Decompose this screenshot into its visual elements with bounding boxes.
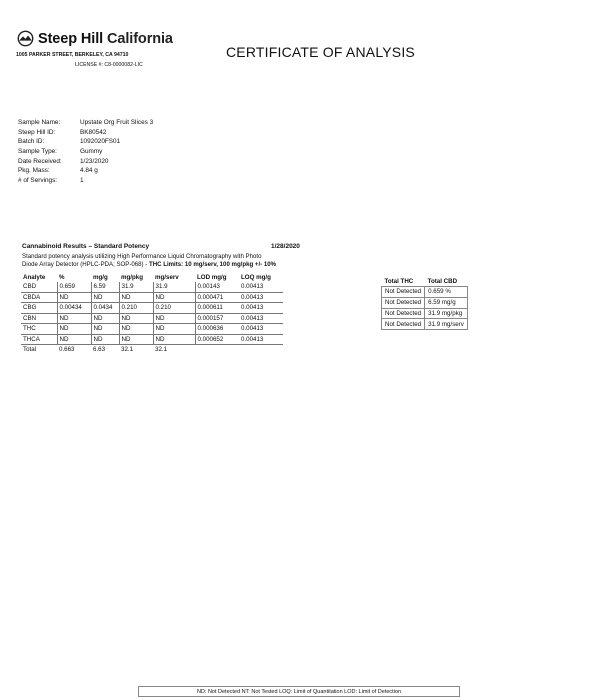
table-cell: ND [153,334,195,345]
table-cell: CBN [21,313,57,324]
table-cell: ND [153,313,195,324]
sample-info-row [18,118,153,128]
total-cell: 32.1 [121,346,134,354]
sample-info-row [18,128,153,138]
table-cell: CBG [21,303,57,314]
results-description [22,253,362,269]
column-header: mg/serv [155,274,179,281]
totals-row [382,319,468,330]
column-header: mg/g [93,274,108,281]
total-cell: Total [23,346,37,354]
results-title: Cannabinoid Results – Standard Potency [22,243,150,250]
table-cell: 0.210 [119,303,153,314]
table-row [21,303,283,314]
totals-table [381,277,468,330]
sample-info-row [18,147,153,157]
abbreviation-legend: ND: Not Detected NT: Not Tested LOQ: Limit of Quantitation LOD: Limit of Detection [138,686,460,697]
column-header: Analyte [23,274,46,281]
table-cell: ND [91,313,119,324]
table-cell: 0.000611 [195,303,239,314]
sample-info-value: 1 [80,176,84,184]
document-title: CERTIFICATE OF ANALYSIS [226,44,415,60]
table-cell: ND [153,292,195,303]
total-cell: 0.663 [59,346,75,354]
totals-row [382,297,468,308]
totals-cell: Not Detected [382,308,425,319]
totals-column-header: Total THC [384,278,414,285]
table-row [21,334,283,345]
table-cell: ND [57,313,91,324]
totals-cell: 31.9 mg/pkg [425,308,468,319]
sample-info-value: Upstate Org Fruit Slices 3 [80,119,154,127]
thc-limits: THC Limits: 10 mg/serv, 100 mg/pkg +/- 10% [149,261,277,268]
total-cell: 6.63 [93,346,106,354]
table-cell: 0.000652 [195,334,239,345]
table-cell: 0.00413 [239,292,283,303]
table-cell: 0.0434 [91,303,119,314]
description-line1: Standard potency analysis utilizing High Performance Liquid Chromatography with Photo [22,253,262,260]
table-cell: 6.59 [91,282,119,292]
sample-info-value: 4.84 g [80,167,98,175]
brand-name-part1: Steep Hill [38,30,104,47]
table-cell: ND [119,292,153,303]
table-cell: 0.00413 [239,303,283,314]
company-address: 1005 PARKER STREET, BERKELEY, CA 94710 [16,52,129,58]
sample-info-block [18,118,153,185]
sample-info-value: BK80542 [80,128,107,136]
table-cell: 0.000157 [195,313,239,324]
table-cell: CBD [21,282,57,292]
column-header: LOD mg/g [197,274,227,281]
table-cell: ND [119,324,153,335]
table-cell: ND [119,313,153,324]
table-cell: THCA [21,334,57,345]
totals-cell: Not Detected [382,297,425,308]
table-cell: ND [91,324,119,335]
sample-info-row [18,166,153,176]
totals-cell: 31.9 mg/serv [425,319,468,330]
results-date: 1/28/2020 [271,243,300,250]
totals-cell: 6.59 mg/g [425,297,468,308]
totals-cell: Not Detected [382,319,425,330]
table-cell: 0.000636 [195,324,239,335]
table-row [21,282,283,292]
table-cell: 0.00413 [239,324,283,335]
description-line2: Diode Array Detector (HPLC-PDA; SOP-068) - [22,261,149,268]
license-number: LICENSE #: C8-0000082-LIC [75,62,143,68]
sample-info-value: 1/23/2020 [80,157,109,165]
table-row [21,292,283,303]
totals-column-header: Total CBD [427,278,458,285]
sample-info-row [18,176,153,186]
totals-row [382,287,468,298]
table-cell: 31.9 [153,282,195,292]
table-row [21,324,283,335]
table-cell: 0.00143 [195,282,239,292]
table-cell: ND [57,292,91,303]
potency-table [21,273,283,355]
brand-name-part2: California [107,30,173,47]
table-cell: ND [153,324,195,335]
table-cell: 0.00413 [239,313,283,324]
column-header: mg/pkg [121,274,144,281]
table-cell: 0.000471 [195,292,239,303]
steep-hill-logo-icon [17,30,34,47]
table-row [21,313,283,324]
total-cell: 32.1 [155,346,168,354]
table-cell: 0.00413 [239,282,283,292]
totals-table-header [382,277,468,287]
total-row [21,345,283,355]
table-cell: 0.659 [57,282,91,292]
table-cell: ND [91,292,119,303]
table-cell: ND [119,334,153,345]
totals-cell: 0.659 % [425,287,468,298]
table-cell: ND [91,334,119,345]
table-cell: THC [21,324,57,335]
sample-info-row [18,137,153,147]
table-cell: 31.9 [119,282,153,292]
sample-info-label: Batch ID: [18,138,45,146]
table-cell: 0.00434 [57,303,91,314]
table-cell: ND [57,334,91,345]
column-header: LOQ mg/g [241,274,271,281]
sample-info-label: Sample Type: [18,148,57,156]
sample-info-value: Gummy [80,148,103,156]
sample-info-label: Sample Name: [18,119,61,127]
table-cell: 0.210 [153,303,195,314]
table-cell: ND [57,324,91,335]
sample-info-label: Date Received: [18,157,62,165]
totals-cell: Not Detected [382,287,425,298]
sample-info-label: Pkg. Mass: [18,167,50,175]
sample-info-row [18,156,153,166]
totals-row [382,308,468,319]
sample-info-value: 1092020FS01 [80,138,121,146]
table-cell: CBDA [21,292,57,303]
sample-info-label: Steep Hill ID: [18,128,56,136]
table-cell: 0.00413 [239,334,283,345]
potency-table-header [21,273,283,282]
company-logo [17,30,173,47]
column-header: % [59,274,65,281]
sample-info-label: # of Servings: [18,176,58,184]
brand-name [38,31,173,47]
